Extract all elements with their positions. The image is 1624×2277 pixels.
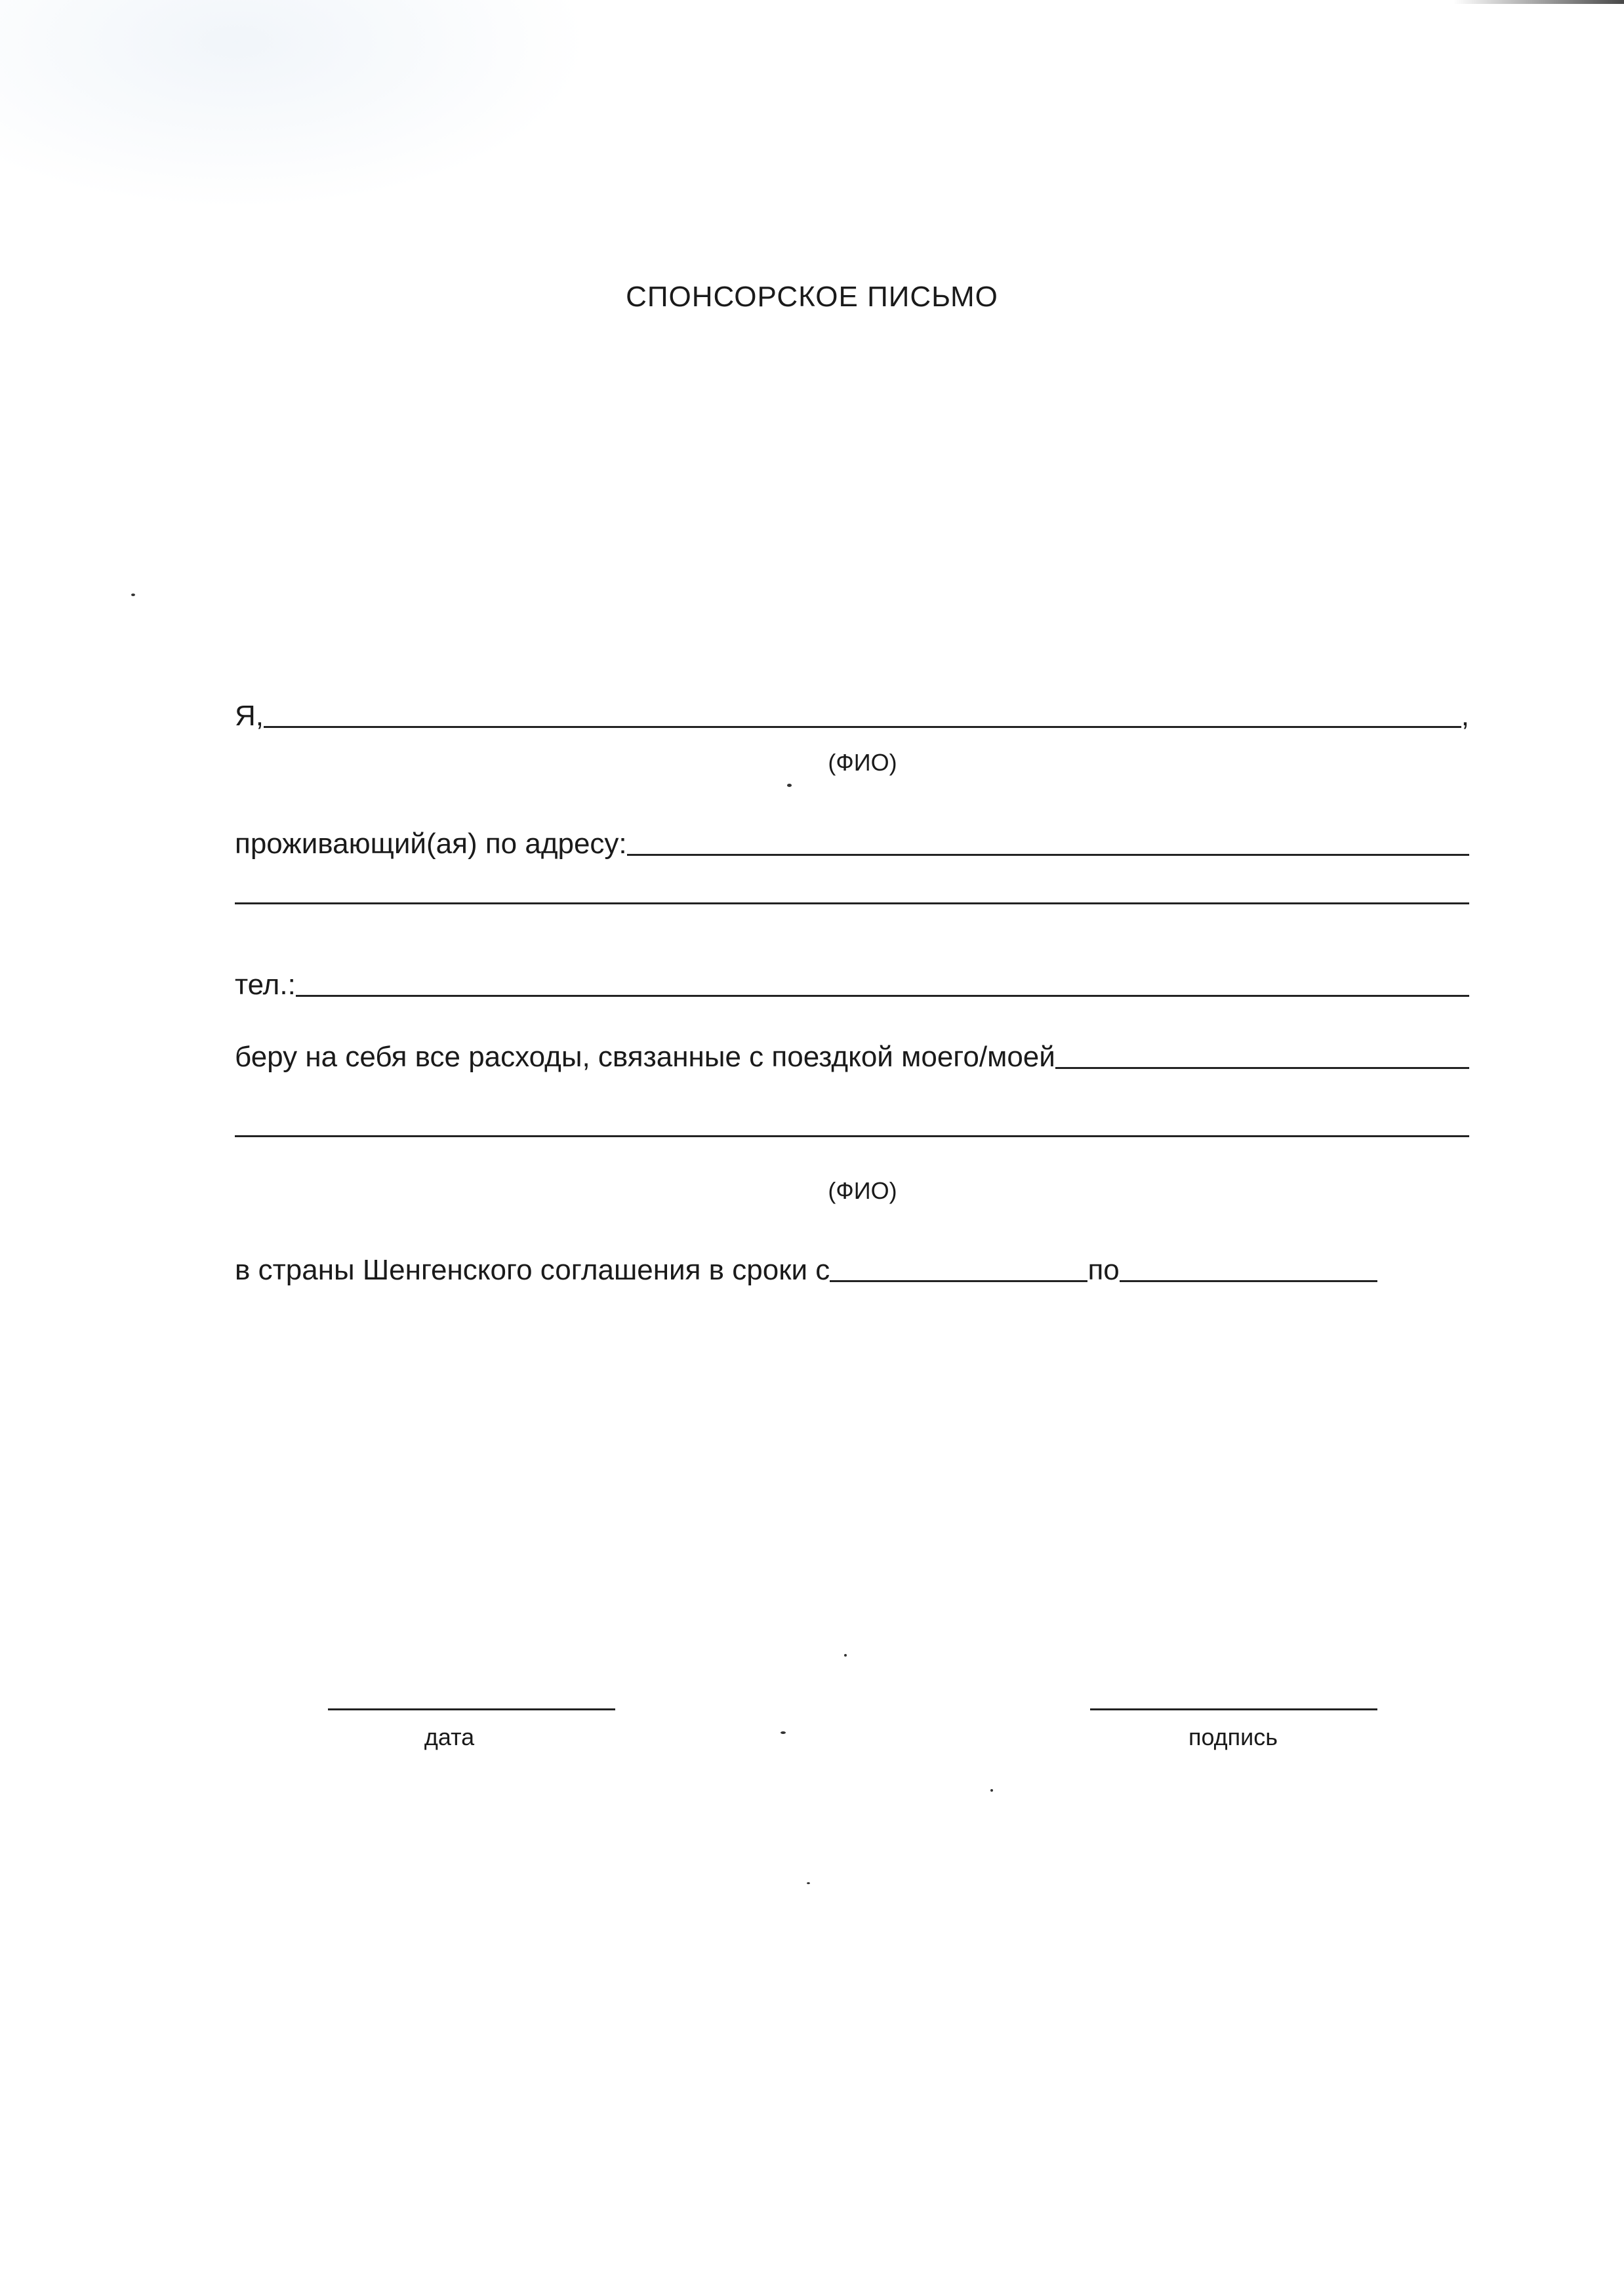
document-title: СПОНСОРСКОЕ ПИСЬМО [626,281,998,313]
name-field[interactable] [264,725,1461,728]
name-caption: (ФИО) [828,749,897,776]
scan-speck [844,1654,847,1657]
expenses-line [235,1043,1469,1072]
signature-line[interactable] [1090,1708,1377,1710]
relative-name-caption: (ФИО) [828,1177,897,1204]
address-label: проживающий(ая) по адресу: [235,828,627,860]
scan-speck [131,594,135,596]
dates-from-label: в страны Шенгенского соглашения в сроки с [235,1254,830,1286]
scan-speck [787,784,792,787]
scan-speck [990,1789,993,1792]
phone-line [235,971,1469,999]
dates-to-label: по [1087,1254,1120,1286]
scan-speck [807,1882,810,1884]
phone-field[interactable] [296,994,1469,997]
relative-name-line [235,1135,1469,1140]
address-continuation-field[interactable] [235,902,1469,904]
relative-name-field[interactable] [1055,1066,1469,1069]
signature-caption: подпись [1188,1723,1278,1750]
date-from-field[interactable] [830,1280,1087,1282]
date-signature-line[interactable] [328,1708,615,1710]
scan-shading [0,0,590,210]
name-line-prefix: Я, [235,700,264,732]
address-continuation-line [235,902,1469,907]
expenses-label: беру на себя все расходы, связанные с поездкой моего/моей [235,1041,1055,1073]
phone-label: тел.: [235,969,296,1001]
scan-edge [1453,0,1624,4]
name-line-suffix: , [1461,700,1469,732]
date-caption: дата [424,1723,475,1750]
date-to-field[interactable] [1120,1280,1377,1282]
scan-speck [781,1731,786,1734]
address-field[interactable] [627,853,1469,856]
address-line [235,830,1469,858]
dates-line [235,1256,1377,1285]
name-line [235,702,1469,731]
relative-name-continuation-field[interactable] [235,1135,1469,1137]
